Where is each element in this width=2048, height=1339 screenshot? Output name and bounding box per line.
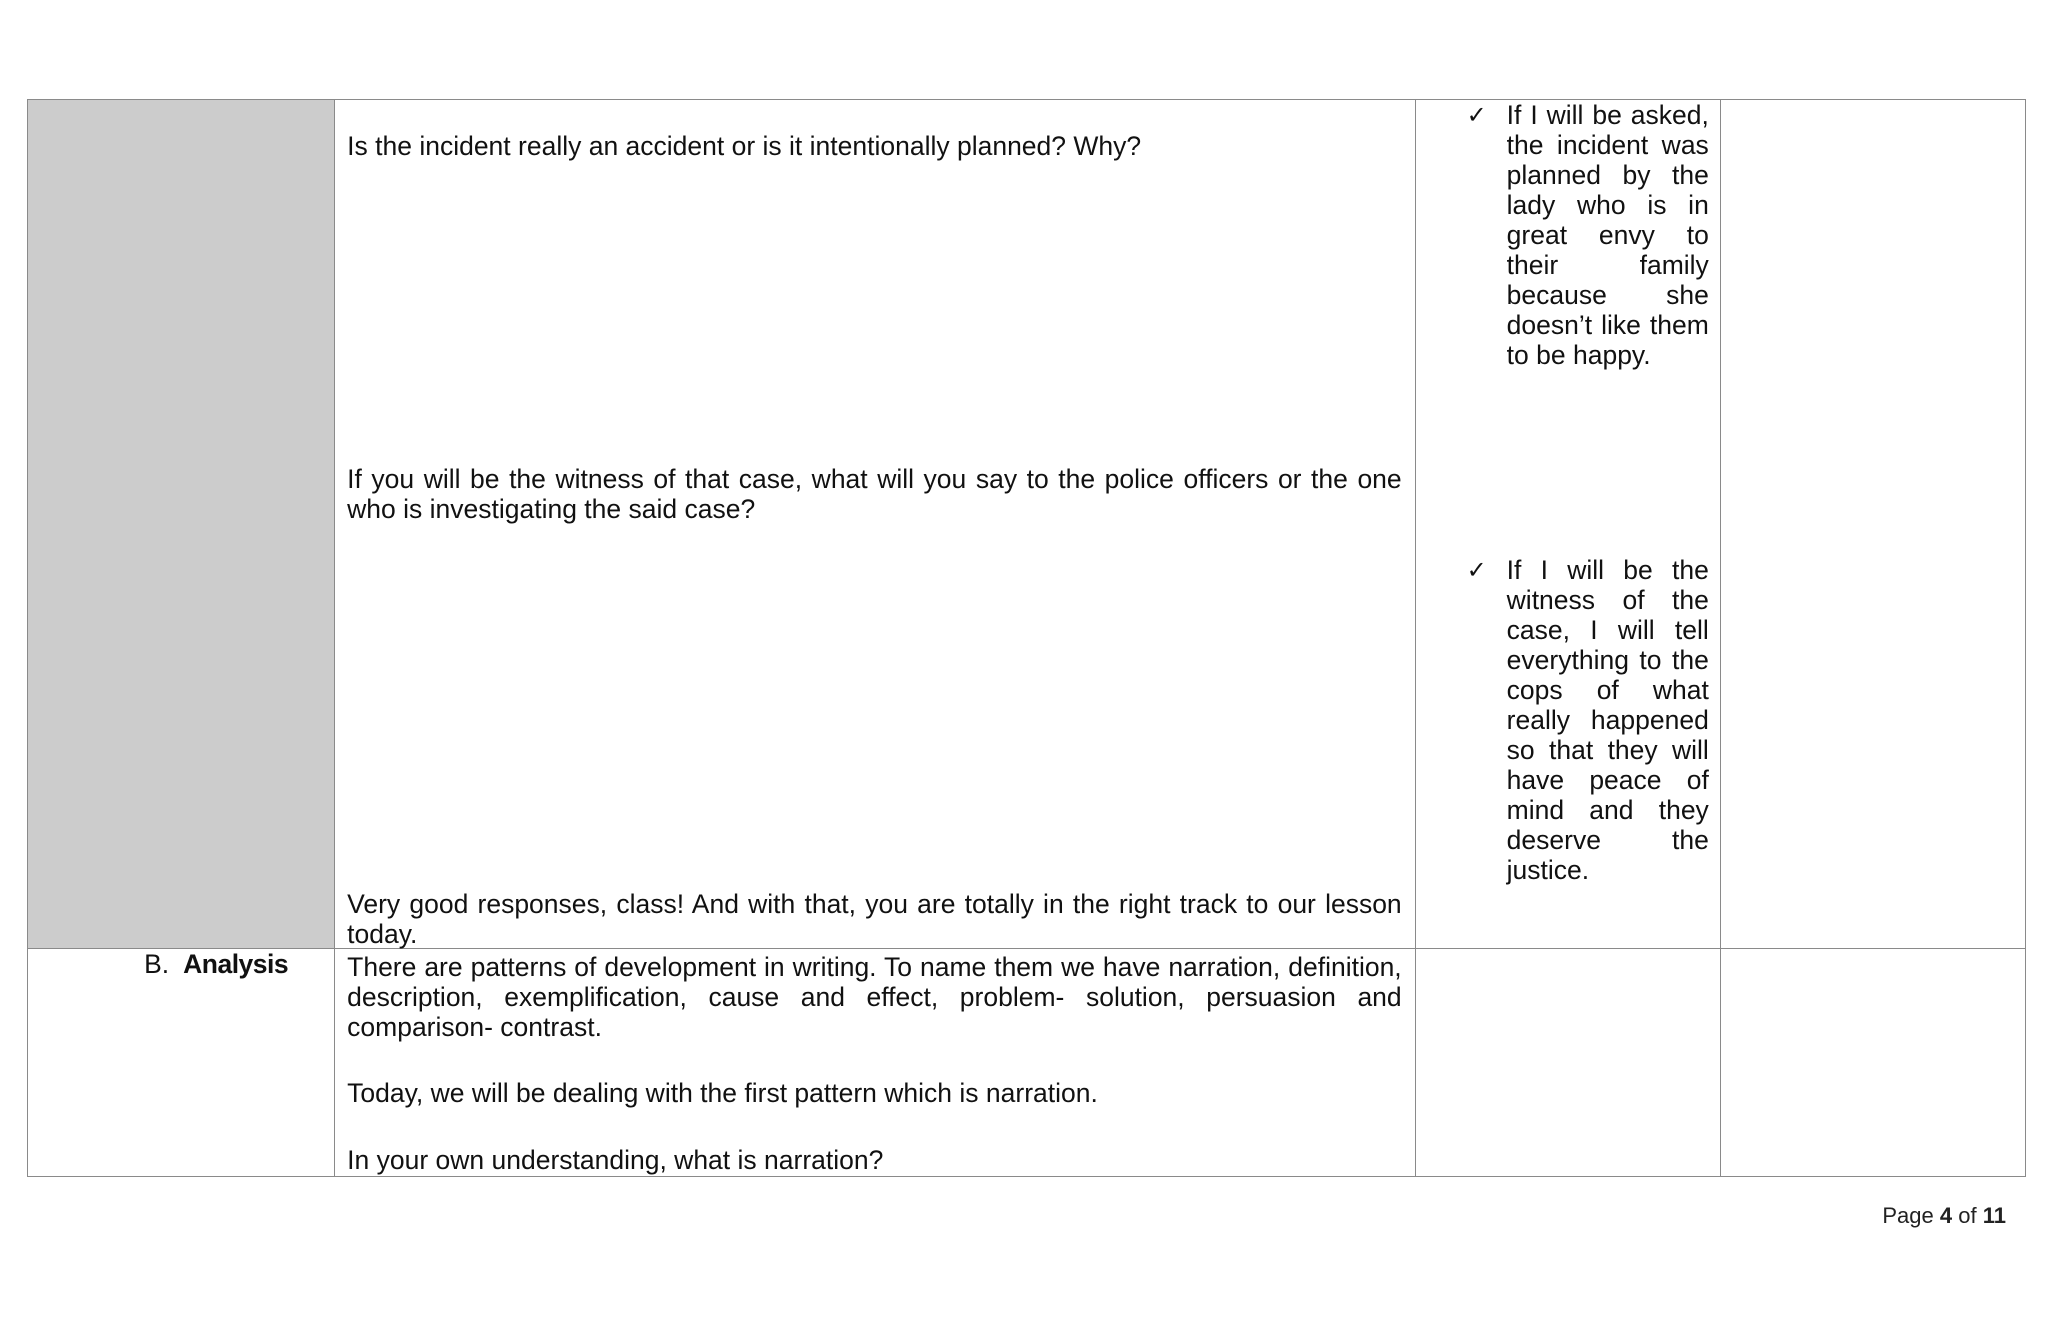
motivation-row: [28, 100, 2026, 949]
analysis-teacher-cell: [335, 949, 1416, 1177]
checkmark-icon: ✓: [1466, 101, 1487, 129]
question-accident-or-planned: Is the incident really an accident or is it intentionally planned? Why?: [347, 131, 1142, 161]
student-answer: [1467, 100, 1709, 370]
page-number: [1882, 1203, 2006, 1229]
section-title: Analysis: [183, 949, 289, 979]
current-page: 4: [1939, 1203, 1953, 1228]
lesson-plan-table: [27, 99, 2026, 1177]
section-label-cell-shaded: [28, 100, 335, 949]
page-label: Page: [1882, 1203, 1934, 1228]
answer-text: If I will be asked, the incident was planned by the lady who is in great envy to their family because she doesn’t like them to be happy.: [1506, 100, 1709, 370]
section-label-analysis: [28, 949, 335, 1177]
student-answer: [1467, 555, 1709, 885]
checkmark-icon: ✓: [1466, 556, 1487, 584]
answer-text: If I will be the witness of the case, I will tell everything to the cops of what really happened so that they will have peace of mind and they deserve the justice.: [1506, 555, 1709, 885]
analysis-row: [28, 949, 2026, 1177]
question-witness: If you will be the witness of that case, what will you say to the police officers or the one who is investigating the said case?: [347, 464, 1402, 524]
total-pages: 11: [1982, 1203, 2006, 1228]
analysis-paragraph: Today, we will be dealing with the first pattern which is narration.: [347, 1078, 1098, 1108]
remarks-cell: [1720, 100, 2025, 949]
analysis-paragraph: There are patterns of development in writing. To name them we have narration, definition, description, exemplification, cause and effect, problem- solution, persuasion and comparison- contrast.: [347, 952, 1402, 1042]
student-activity-cell: [1415, 100, 1720, 949]
teacher-activity-cell: [335, 100, 1416, 949]
analysis-remarks-cell: [1720, 949, 2025, 1177]
teacher-feedback: Very good responses, class! And with that, you are totally in the right track to our lesson today.: [347, 889, 1402, 949]
of-label: of: [1958, 1203, 1977, 1228]
analysis-paragraph: In your own understanding, what is narration?: [347, 1145, 884, 1175]
analysis-student-cell: [1415, 949, 1720, 1177]
section-letter: B.: [144, 949, 170, 979]
